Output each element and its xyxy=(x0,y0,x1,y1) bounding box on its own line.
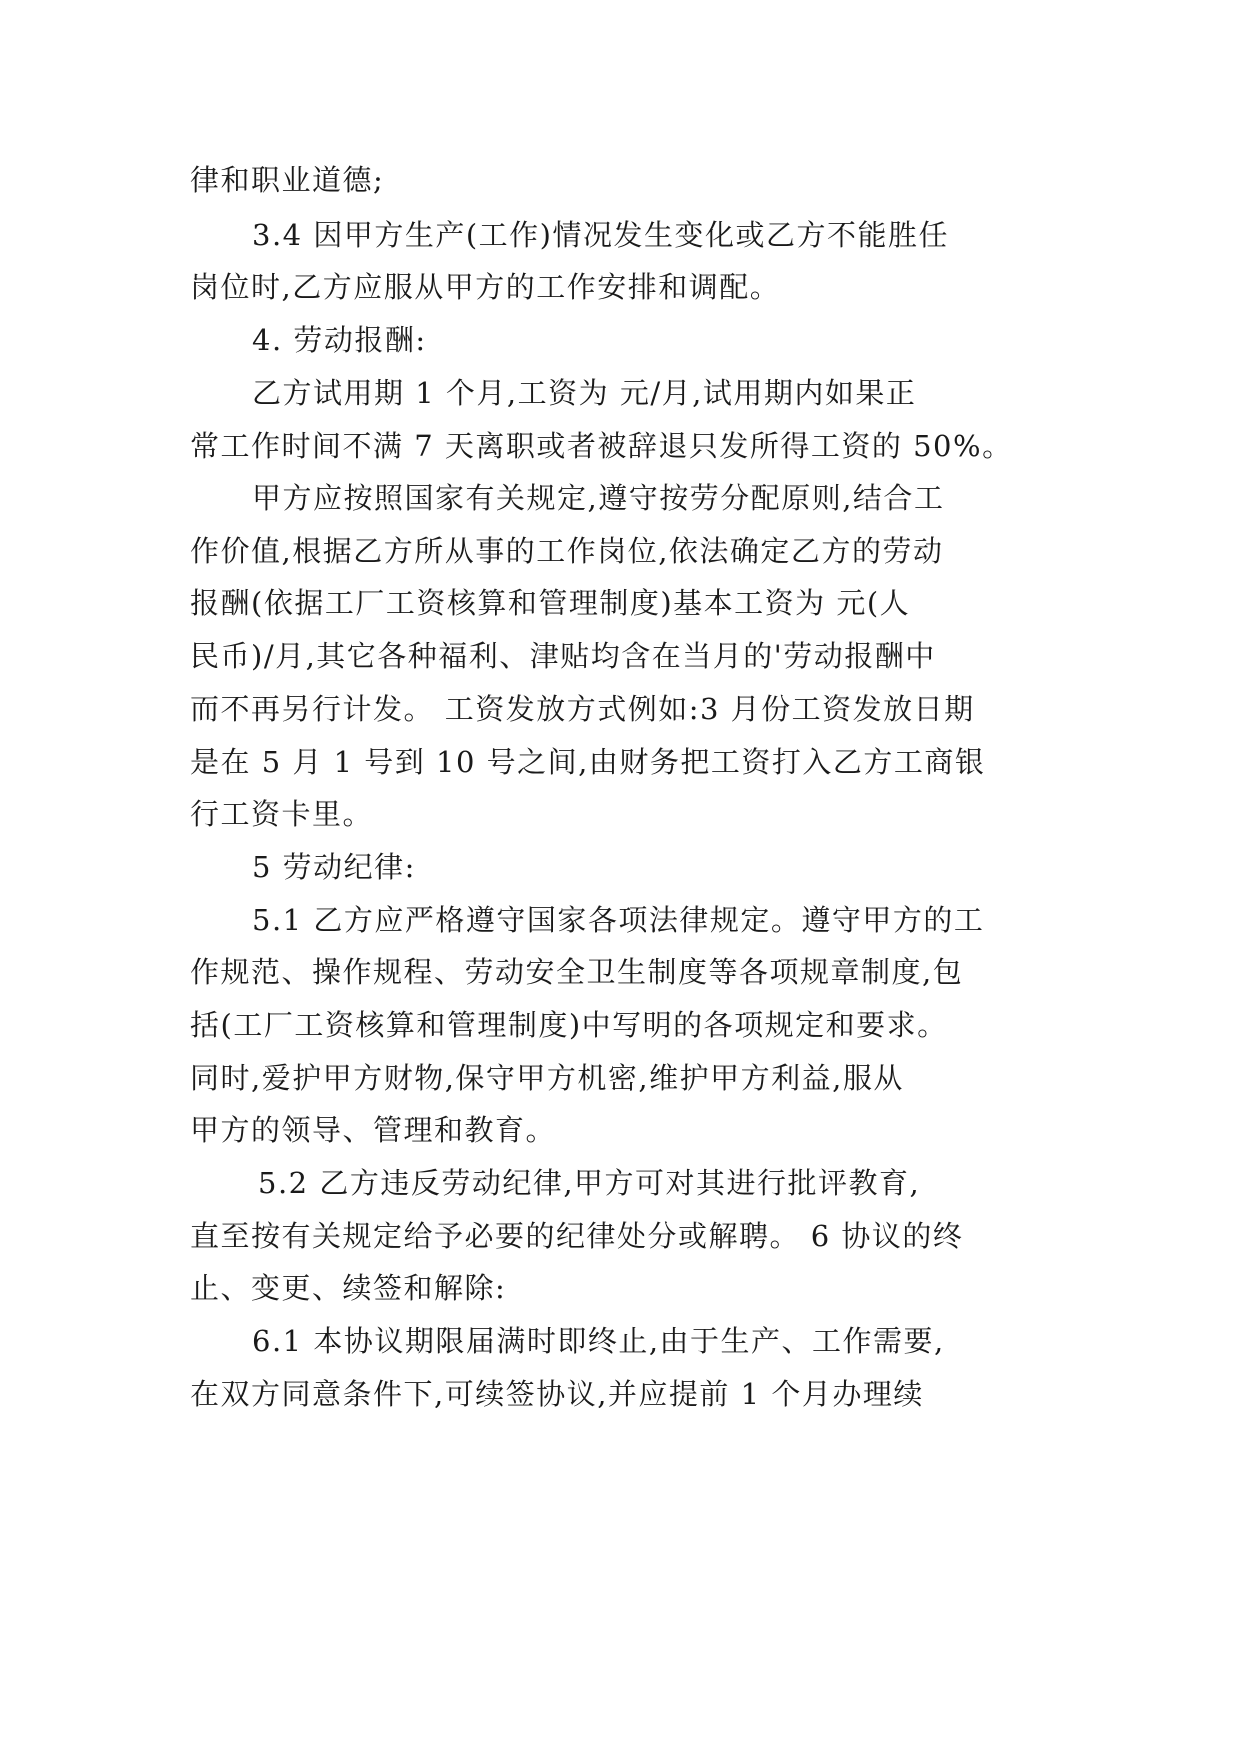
text-line-11: 而不再另行计发。 工资发放方式例如:3 月份工资发放日期 xyxy=(190,692,975,726)
text-line-7: 甲方应按照国家有关规定,遵守按劳分配原则,结合工 xyxy=(252,481,945,515)
text-line-22: 止、变更、续签和解除: xyxy=(190,1271,507,1305)
text-line-23: 6.1 本协议期限届满时即终止,由于生产、工作需要, xyxy=(252,1324,945,1358)
text-line-13: 行工资卡里。 xyxy=(190,797,374,831)
text-line-21: 直至按有关规定给予必要的纪律处分或解聘。 6 协议的终 xyxy=(190,1219,964,1253)
text-line-24: 在双方同意条件下,可续签协议,并应提前 1 个月办理续 xyxy=(190,1377,924,1411)
text-line-16: 作规范、操作规程、劳动安全卫生制度等各项规章制度,包 xyxy=(190,955,964,989)
text-line-14: 5 劳动纪律: xyxy=(252,850,416,884)
text-line-15: 5.1 乙方应严格遵守国家各项法律规定。遵守甲方的工 xyxy=(252,903,985,937)
text-line-10: 民币)/月,其它各种福利、津贴均含在当月的'劳动报酬中 xyxy=(190,639,936,673)
text-line-9: 报酬(依据工厂工资核算和管理制度)基本工资为 元(人 xyxy=(190,586,911,620)
text-line-19: 甲方的领导、管理和教育。 xyxy=(190,1113,557,1147)
text-line-4: 4. 劳动报酬: xyxy=(252,323,427,357)
text-line-3: 岗位时,乙方应服从甲方的工作安排和调配。 xyxy=(190,270,781,304)
text-line-18: 同时,爱护甲方财物,保守甲方机密,维护甲方利益,服从 xyxy=(190,1061,904,1095)
text-line-2: 3.4 因甲方生产(工作)情况发生变化或乙方不能胜任 xyxy=(252,218,949,252)
text-line-12: 是在 5 月 1 号到 10 号之间,由财务把工资打入乙方工商银 xyxy=(190,745,986,779)
text-line-1: 律和职业道德; xyxy=(190,163,385,197)
text-line-6: 常工作时间不满 7 天离职或者被辞退只发所得工资的 50%。 xyxy=(190,429,1013,463)
text-line-17: 括(工厂工资核算和管理制度)中写明的各项规定和要求。 xyxy=(190,1008,948,1042)
text-line-8: 作价值,根据乙方所从事的工作岗位,依法确定乙方的劳动 xyxy=(190,534,944,568)
text-line-20: 5.2 乙方违反劳动纪律,甲方可对其进行批评教育, xyxy=(258,1166,921,1200)
text-line-5: 乙方试用期 1 个月,工资为 元/月,试用期内如果正 xyxy=(252,376,917,410)
